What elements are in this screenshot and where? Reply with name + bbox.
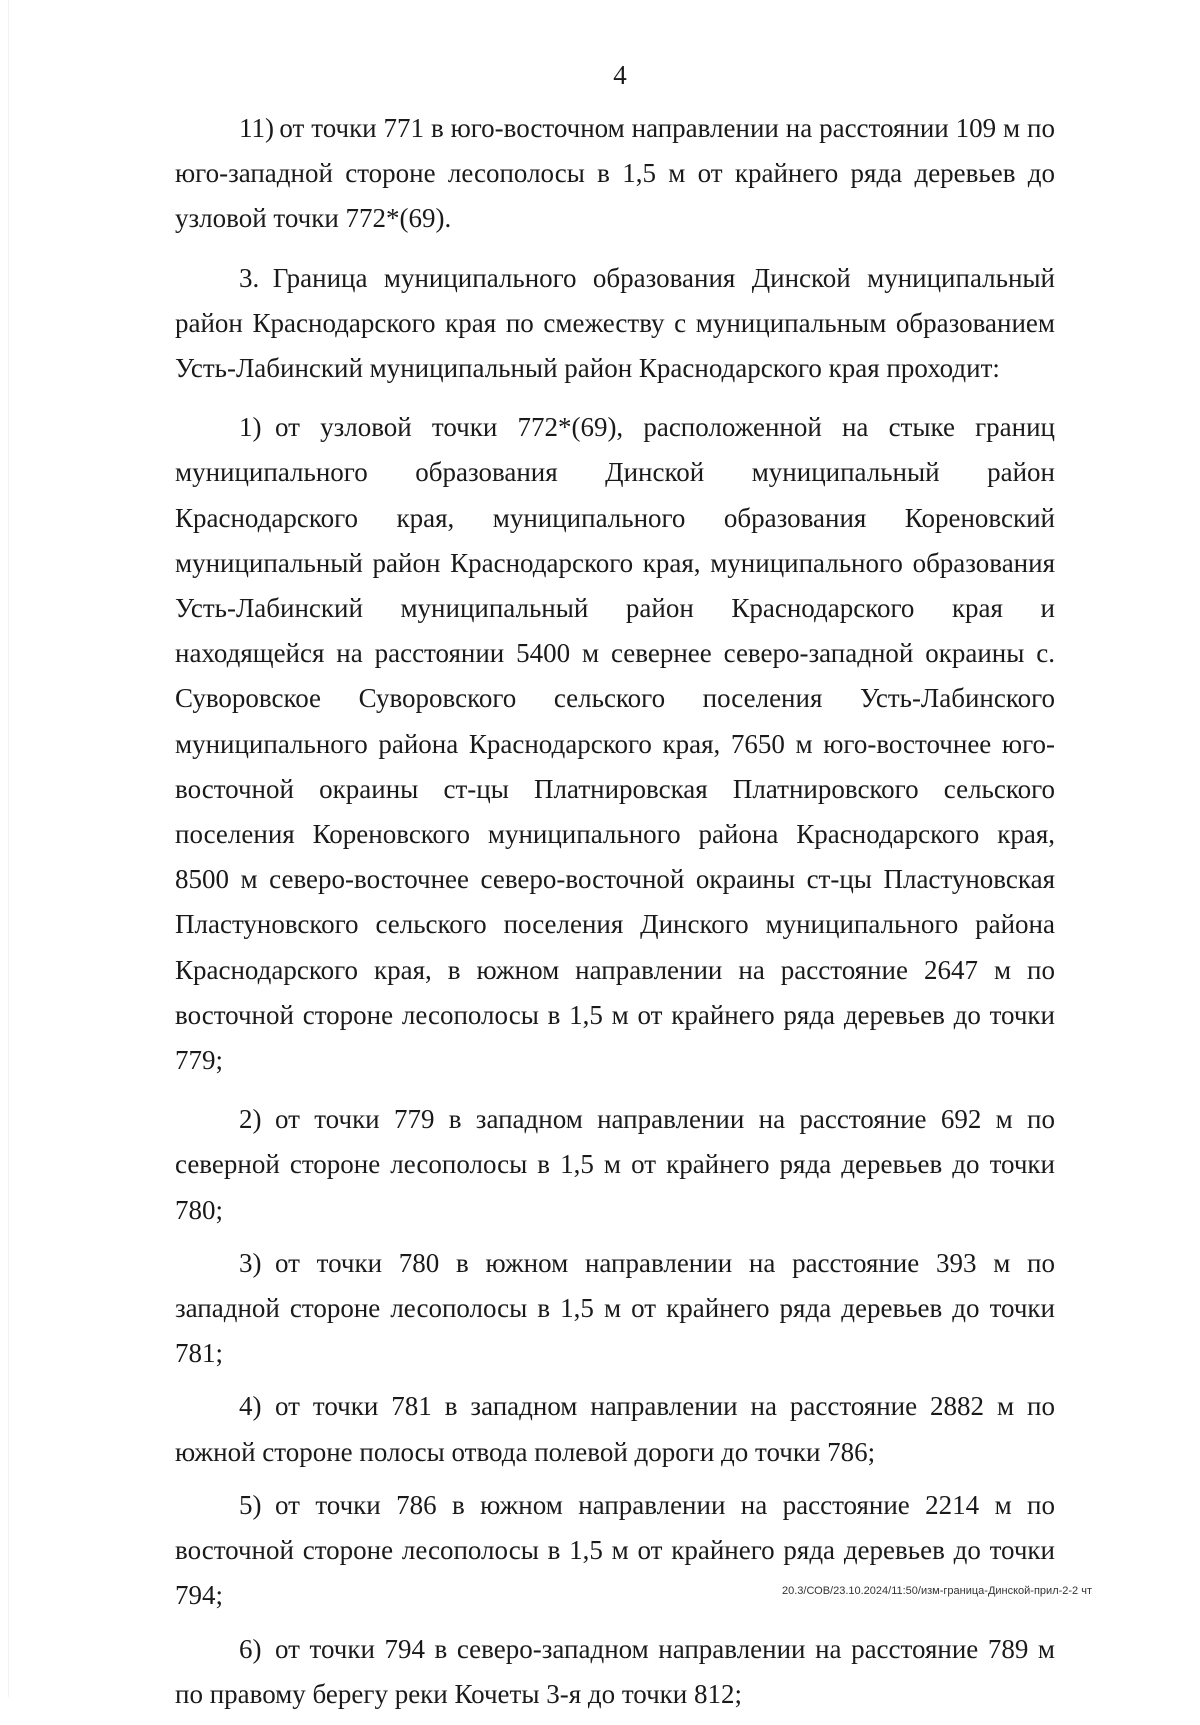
paragraph-item-1: 1) от узловой точки 772*(69), расположенной на стыке границ муниципального образования Динской муниципальный район Краснодарского края, муниципального образования Кореновский муниципальный район Краснодарского края, муниципального образования Усть-Лабинский муниципальный район Краснодарского края и находящейся на расстоянии 5400 м севернее северо-западной окраины с. Суворовское Суворовского сельского поселения Усть-Лабинского муниципального района Краснодарского края, 7650 м юго-восточнее юго-восточной окраины ст-цы Платнировская Платнировского сельского поселения Кореновского муниципального района Краснодарского края, 8500 м северо-восточнее северо-восточной окраины ст-цы Пластуновская Пластуновского сельского поселения Динского муниципального района Краснодарского края, в южном направлении на расстояние 2647 м по восточной стороне лесополосы в 1,5 м от крайнего ряда деревьев до точки 779; — [175, 412, 1055, 1076]
document-footer-code: 20.3/СОВ/23.10.2024/11:50/изм-граница-Динской-прил-2-2 чт — [781, 1585, 1092, 1597]
paragraph-item-11: 11) от точки 771 в юго-восточном направлении на расстоянии 109 м по юго-западной стороне лесополосы в 1,5 м от крайнего ряда деревьев до узловой точки 772*(69). — [175, 113, 1055, 234]
paragraph-item-3: 3) от точки 780 в южном направлении на расстояние 393 м по западной стороне лесополосы в 1,5 м от крайнего ряда деревьев до точки 781; — [175, 1247, 1055, 1369]
scan-edge — [8, 0, 9, 1697]
paragraph-item-2: 2) от точки 779 в западном направлении на расстояние 692 м по северной стороне лесополосы в 1,5 м от крайнего ряда деревьев до точки 780; — [175, 1104, 1055, 1225]
paragraph-item-5: 5) от точки 786 в южном направлении на расстояние 2214 м по восточной стороне лесополосы в 1,5 м от крайнего ряда деревьев до точки 794; — [175, 1489, 1055, 1611]
paragraph-item-6: 6) от точки 794 в северо-западном направлении на расстояние 789 м по правому берегу реки Кочеты 3-я до точки 812; — [175, 1633, 1055, 1709]
page-number: 4 — [613, 60, 627, 90]
document-body — [175, 106, 1055, 1725]
paragraph-item-4: 4) от точки 781 в западном направлении на расстояние 2882 м по южной стороне полосы отвода полевой дороги до точки 786; — [175, 1391, 1055, 1467]
section-3-heading-paragraph: 3. Граница муниципального образования Динской муниципальный район Краснодарского края по смежеству с муниципальным образованием Усть-Лабинский муниципальный район Краснодарского края проходит: — [175, 262, 1055, 384]
